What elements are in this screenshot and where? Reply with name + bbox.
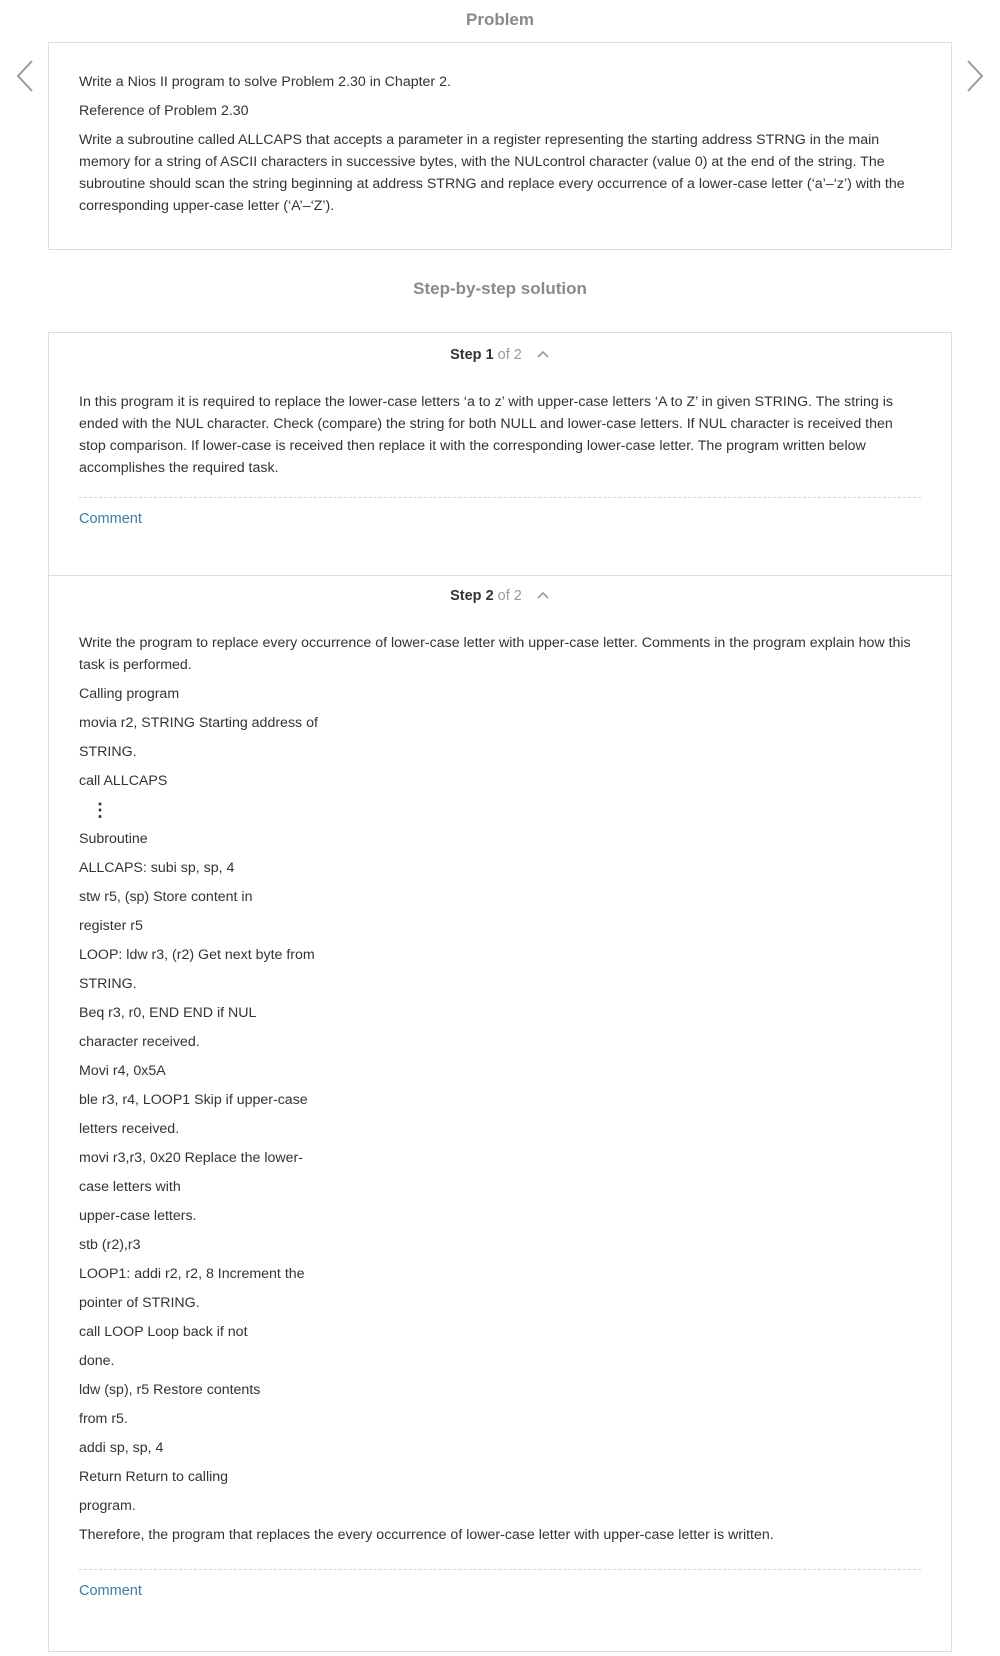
step-1-of: of 2 xyxy=(497,347,522,363)
problem-statement: Write a Nios II program to solve Problem 2.30 in Chapter 2. xyxy=(79,74,451,90)
code-line: LOOP1: addi r2, r2, 8 Increment the xyxy=(79,1266,305,1282)
code-line: call ALLCAPS xyxy=(79,773,168,789)
step-2-number: 2 xyxy=(485,588,494,604)
solution-heading: Step-by-step solution xyxy=(413,279,587,298)
code-line: Subroutine xyxy=(79,831,148,847)
code-line: register r5 xyxy=(79,918,143,934)
code-line: STRING. xyxy=(79,744,137,760)
code-line: case letters with xyxy=(79,1179,181,1195)
code-line: stw r5, (sp) Store content in xyxy=(79,889,253,905)
code-line: ldw (sp), r5 Restore contents xyxy=(79,1382,261,1398)
code-line: program. xyxy=(79,1498,136,1514)
problem-heading: Problem xyxy=(465,10,535,29)
code-line: Calling program xyxy=(79,686,180,702)
step-1-text: In this program it is required to replace the lower-case letters ‘a to z’ with upper-case letters ‘A to Z’ in given STRING. The string is ended with the NUL character. Check (compare) the string for both NULL and lower-case letters. If NUL character is received then stop comparison. If lower-case is received then replace it with the corresponding lower-case letter. The program written below accomplishes the required task. xyxy=(79,394,894,476)
code-line: done. xyxy=(79,1353,115,1369)
code-line: Movi r4, 0x5A xyxy=(79,1063,166,1079)
step-2-label: Step xyxy=(450,588,482,604)
code-line: ble r3, r4, LOOP1 Skip if upper-case xyxy=(79,1092,308,1108)
chevron-left-icon xyxy=(14,58,38,94)
problem-reference-text: Write a subroutine called ALLCAPS that accepts a parameter in a register representing the starting address STRNG in the main memory for a string of ASCII characters in successive bytes, with the NULcontrol character (value 0) at the end of the string. The subroutine should scan the string beginning at address STRNG and replace every occurrence of a lower-case letter (‘a’–‘z’) with the corresponding upper-case letter (‘A’–‘Z’). xyxy=(79,132,905,214)
step-1-comment-link[interactable]: Comment xyxy=(79,511,142,527)
code-line: Beq r3, r0, END END if NUL xyxy=(79,1005,257,1021)
code-listing-calling xyxy=(79,683,921,792)
step-2-header[interactable] xyxy=(79,576,921,607)
step-2-comment-link[interactable]: Comment xyxy=(79,1583,142,1599)
code-line: STRING. xyxy=(79,976,137,992)
step-2-divider xyxy=(79,1569,921,1570)
problem-reference-title: Reference of Problem 2.30 xyxy=(79,103,249,119)
step-1 xyxy=(49,333,951,575)
chevron-right-icon xyxy=(962,58,986,94)
next-button[interactable] xyxy=(962,58,986,94)
code-line: pointer of STRING. xyxy=(79,1295,200,1311)
code-line: from r5. xyxy=(79,1411,128,1427)
code-line: stb (r2),r3 xyxy=(79,1237,141,1253)
solution-card xyxy=(48,332,952,1652)
step-2-of: of 2 xyxy=(497,588,522,604)
chevron-up-icon[interactable] xyxy=(536,585,550,607)
code-line: LOOP: ldw r3, (r2) Get next byte from xyxy=(79,947,315,963)
code-line: movia r2, STRING Starting address of xyxy=(79,715,318,731)
step-2-conclusion: Therefore, the program that replaces the every occurrence of lower-case letter with upper-case letter is written. xyxy=(79,1527,774,1543)
code-line: character received. xyxy=(79,1034,200,1050)
step-2-intro: Write the program to replace every occurrence of lower-case letter with upper-case letter. Comments in the program explain how this task is performed. xyxy=(79,635,911,673)
chevron-up-icon[interactable] xyxy=(536,344,550,366)
code-line: Return Return to calling xyxy=(79,1469,229,1485)
code-line: ALLCAPS: subi sp, sp, 4 xyxy=(79,860,235,876)
ellipsis: ⋮ xyxy=(91,800,109,820)
code-line: call LOOP Loop back if not xyxy=(79,1324,248,1340)
code-line: letters received. xyxy=(79,1121,180,1137)
step-1-divider xyxy=(79,497,921,498)
step-2 xyxy=(49,576,951,1600)
step-1-header[interactable] xyxy=(79,333,921,366)
step-1-label: Step xyxy=(450,347,482,363)
problem-card xyxy=(48,42,952,250)
code-line: upper-case letters. xyxy=(79,1208,197,1224)
code-listing-subroutine xyxy=(79,828,921,1517)
step-1-number: 1 xyxy=(485,347,494,363)
code-line: addi sp, sp, 4 xyxy=(79,1440,164,1456)
code-line: movi r3,r3, 0x20 Replace the lower- xyxy=(79,1150,303,1166)
previous-button[interactable] xyxy=(14,58,38,94)
